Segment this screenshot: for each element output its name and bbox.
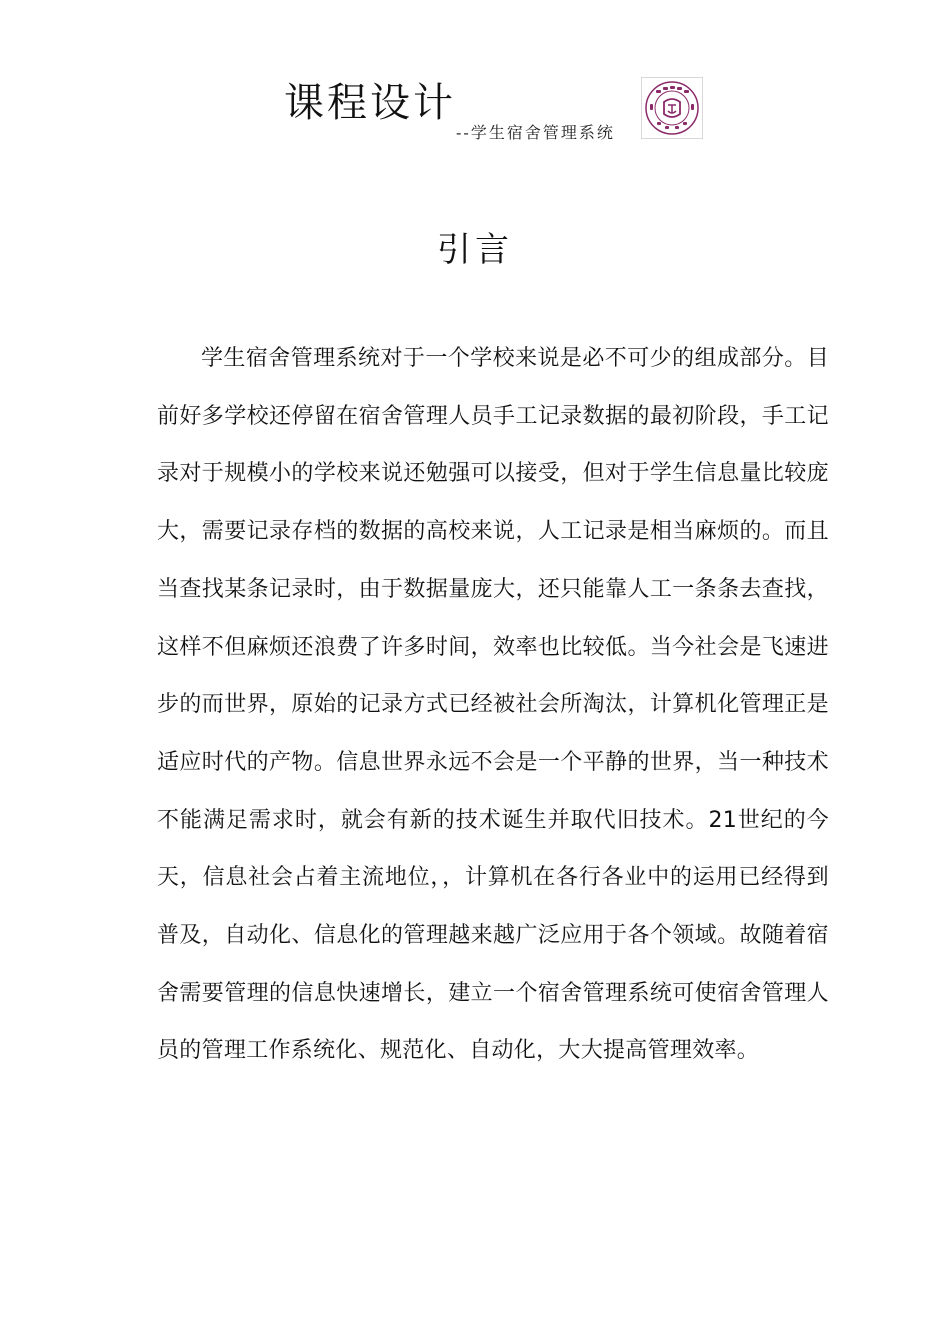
section-heading: 引言 <box>437 230 513 270</box>
document-subtitle: --学生宿舍管理系统 <box>456 123 615 142</box>
introduction-paragraph: 学生宿舍管理系统对于一个学校来说是必不可少的组成部分。目前好多学校还停留在宿舍管理人员手工记录数据的最初阶段，手工记录对于规模小的学校来说还勉强可以接受，但对于学生信息量比较庞大，需要记录存档的数据的高校来说，人工记录是相当麻烦的。而且当查找某条记录时，由于数据量庞大，还只能靠人工一条条去查找，这样不但麻烦还浪费了许多时间，效率也比较低。当今社会是飞速进步的而世界，原始的记录方式已经被社会所淘汰，计算机化管理正是适应时代的产物。信息世界永远不会是一个平静的世界，当一种技术不能满足需求时，就会有新的技术诞生并取代旧技术。21世纪的今天，信息社会占着主流地位，，计算机在各行各业中的运用已经得到普及，自动化、信息化的管理越来越广泛应用于各个领域。故随着宿舍需要管理的信息快速增长，建立一个宿舍管理系统可使宿舍管理人员的管理工作系统化、规范化、自动化，大大提高管理效率。 <box>157 346 829 1064</box>
university-logo <box>641 77 703 139</box>
university-seal-icon <box>642 78 702 138</box>
document-title: 课程设计 <box>284 80 456 126</box>
